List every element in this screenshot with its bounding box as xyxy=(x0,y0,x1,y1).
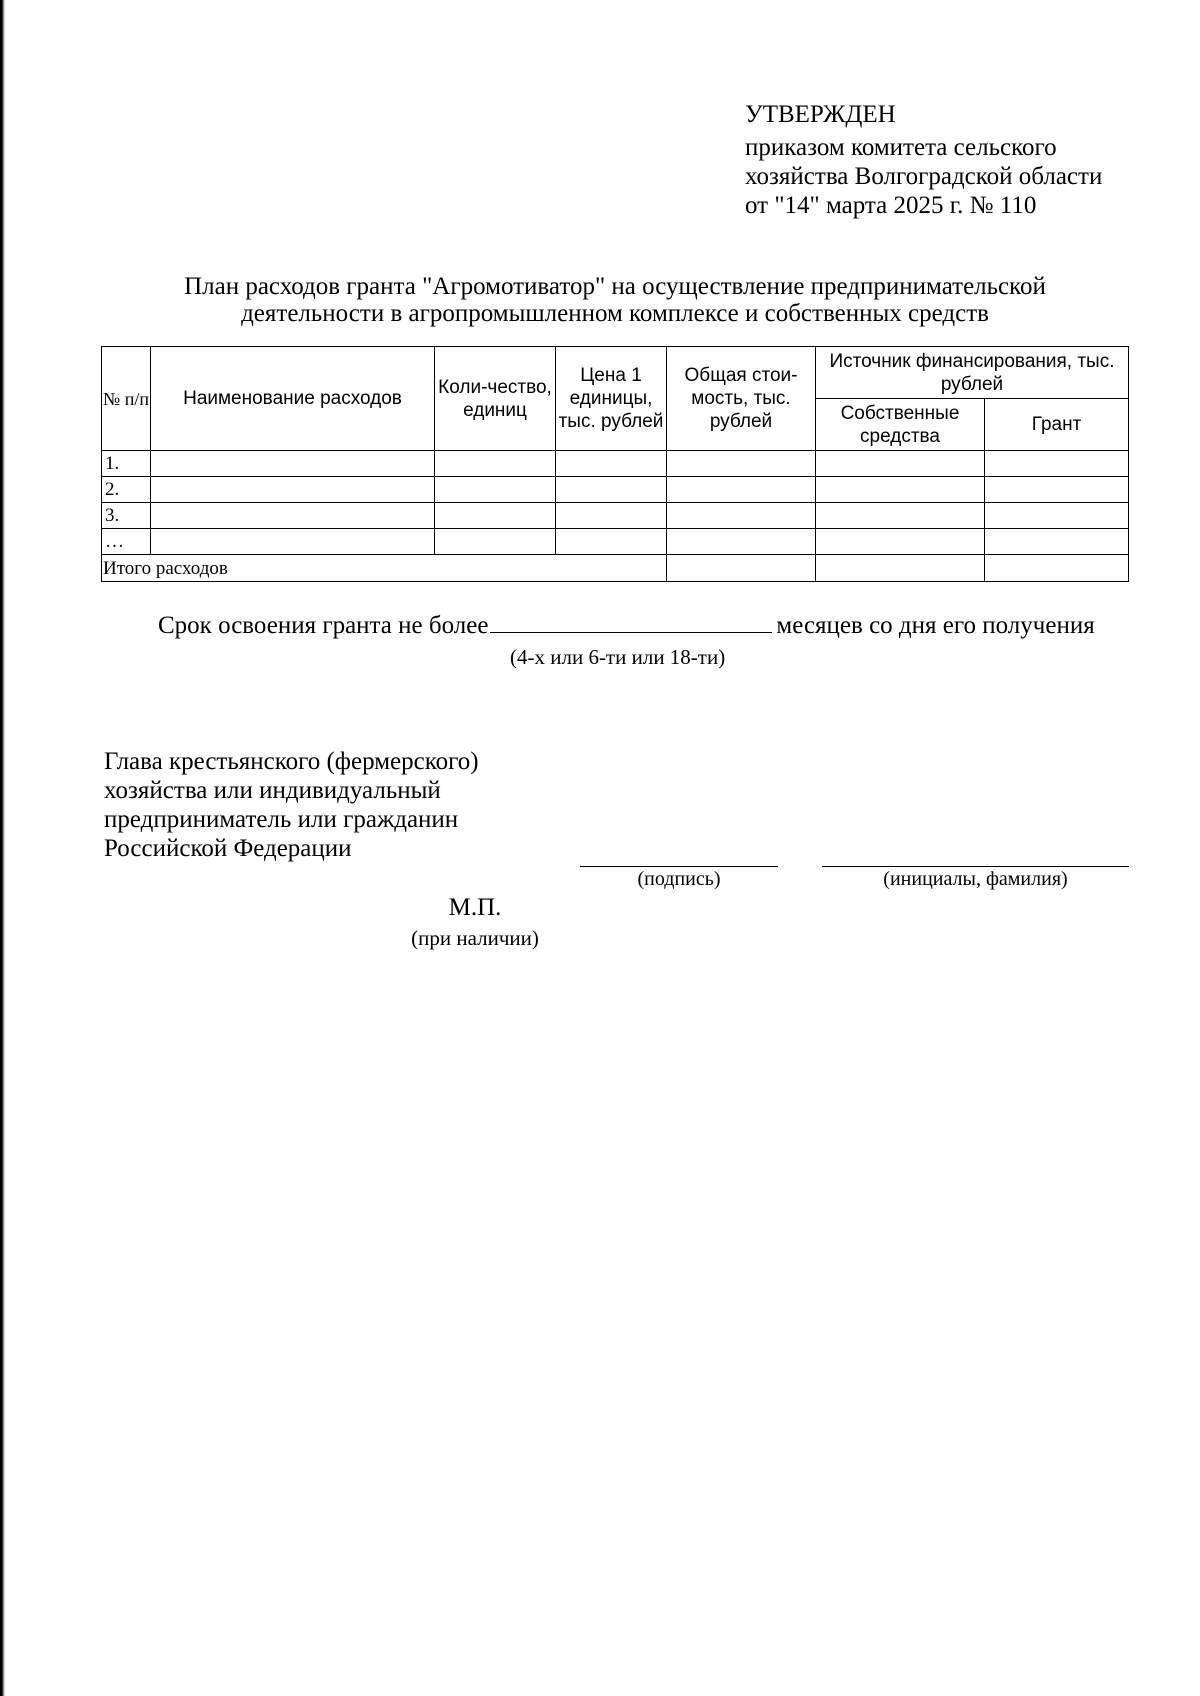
cell-total xyxy=(667,529,816,555)
name-label: (инициалы, фамилия) xyxy=(883,868,1068,890)
term-hint: (4-х или 6-ти или 18-ти) xyxy=(510,645,726,669)
cell-quantity xyxy=(435,503,556,529)
term-prefix: Срок освоения гранта не более xyxy=(158,612,489,639)
cell-total xyxy=(667,451,816,477)
stamp-label: М.П. xyxy=(448,894,502,921)
scan-edge xyxy=(0,0,5,1696)
term-months-field[interactable] xyxy=(490,608,772,633)
term-suffix: месяцев со дня его получения xyxy=(776,612,1095,639)
row-number: 3. xyxy=(102,503,151,529)
cell-own xyxy=(816,503,985,529)
row-number: 1. xyxy=(102,451,151,477)
table-row xyxy=(102,529,1129,555)
cell-name xyxy=(151,529,435,555)
cell-total xyxy=(667,555,816,582)
stamp-hint: (при наличии) xyxy=(411,926,539,950)
signer-line: хозяйства или индивидуальный xyxy=(104,777,441,804)
cell-name xyxy=(151,451,435,477)
header-own-funds: Собственные средства xyxy=(816,399,985,451)
cell-name xyxy=(151,503,435,529)
header-grant: Грант xyxy=(985,399,1129,451)
approval-block xyxy=(745,100,1102,220)
total-row xyxy=(102,555,1129,582)
cell-own xyxy=(816,529,985,555)
cell-grant xyxy=(985,477,1129,503)
header-total-cost: Общая стои-мость, тыс. рублей xyxy=(667,347,816,451)
cell-quantity xyxy=(435,477,556,503)
cell-own xyxy=(816,477,985,503)
header-funding-source: Источник финансирования, тыс. рублей xyxy=(816,347,1129,399)
cell-quantity xyxy=(435,529,556,555)
cell-price xyxy=(556,503,667,529)
cell-grant xyxy=(985,503,1129,529)
grant-term-line xyxy=(158,608,1095,640)
title-line: План расходов гранта "Агромотиватор" на осуществление предпринимательской xyxy=(184,273,1046,300)
header-name: Наименование расходов xyxy=(151,347,435,451)
cell-name xyxy=(151,477,435,503)
header-quantity: Коли-чество, единиц xyxy=(435,347,556,451)
signature-label: (подпись) xyxy=(637,868,721,890)
approval-line: приказом комитета сельского xyxy=(745,134,1057,161)
table-row xyxy=(102,477,1129,503)
signer-line: Российской Федерации xyxy=(104,835,352,862)
total-label: Итого расходов xyxy=(102,555,667,582)
table-row xyxy=(102,451,1129,477)
cell-grant xyxy=(985,451,1129,477)
signer-line: Глава крестьянского (фермерского) xyxy=(104,748,479,775)
signer-line: предприниматель или гражданин xyxy=(104,806,459,833)
cell-price xyxy=(556,529,667,555)
cell-quantity xyxy=(435,451,556,477)
header-number: № п/п xyxy=(102,347,151,451)
approval-line: хозяйства Волгоградской области xyxy=(745,163,1103,190)
signature-field[interactable] xyxy=(580,866,778,867)
cell-total xyxy=(667,477,816,503)
cell-price xyxy=(556,451,667,477)
signer-block xyxy=(104,747,479,863)
cell-grant xyxy=(985,529,1129,555)
expense-table xyxy=(101,346,1129,582)
approval-heading: УТВЕРЖДЕН xyxy=(745,101,896,128)
header-unit-price: Цена 1 единицы, тыс. рублей xyxy=(556,347,667,451)
title-line: деятельности в агропромышленном комплексе и собственных средств xyxy=(241,300,989,327)
approval-line: от "14" марта 2025 г. № 110 xyxy=(745,192,1037,219)
stamp-block xyxy=(385,893,565,953)
name-field[interactable] xyxy=(822,866,1129,867)
document-title xyxy=(100,273,1130,327)
cell-grant xyxy=(985,555,1129,582)
cell-total xyxy=(667,503,816,529)
row-number: 2. xyxy=(102,477,151,503)
row-number: … xyxy=(102,529,151,555)
cell-own xyxy=(816,555,985,582)
cell-price xyxy=(556,477,667,503)
table-row xyxy=(102,503,1129,529)
cell-own xyxy=(816,451,985,477)
